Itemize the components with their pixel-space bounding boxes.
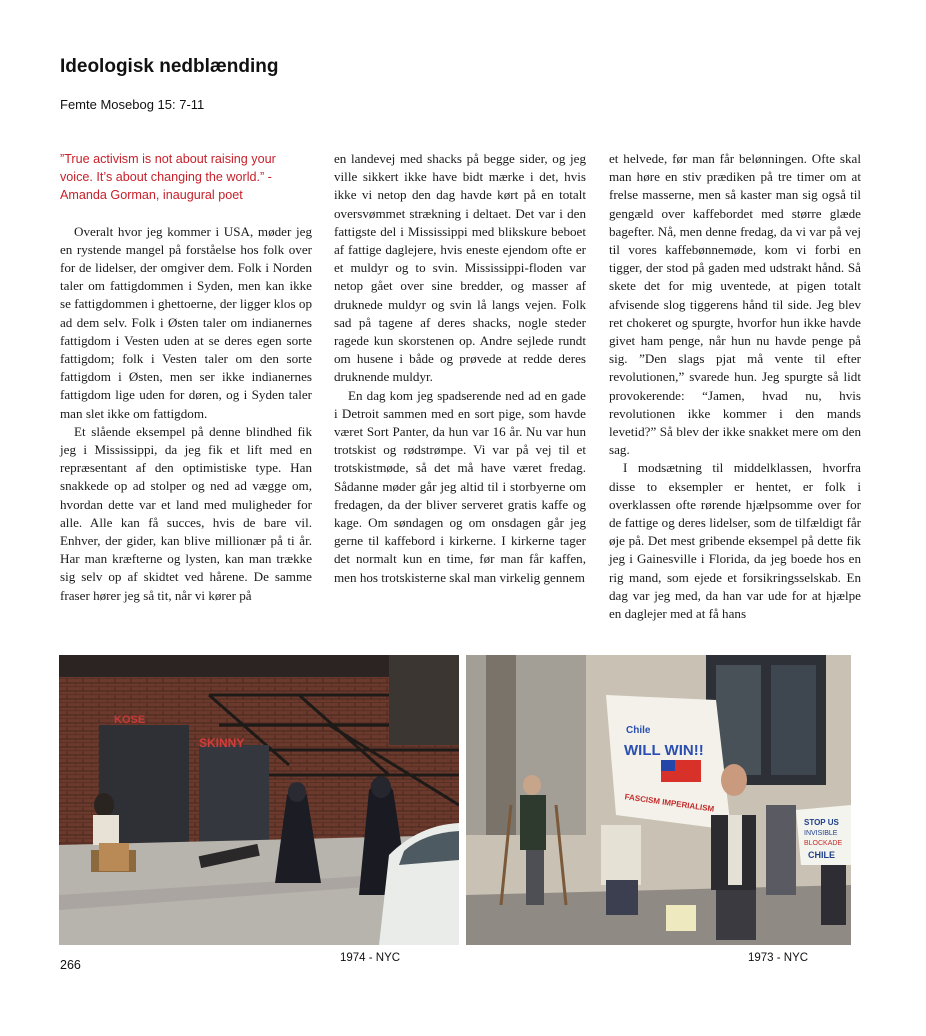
paragraph: Overalt hvor jeg kommer i USA, møder jeg en rystende mangel på forståelse hos folk over for de lidelser, der omgiver dem. Folk i Norden taler om fattigdommen i Syden, men kan ikke se fattigdommen i ghettoerne, der ligger klos op ad dem selv. Folk i Østen taler om indianernes fattigdom i Vesten uden at se deres egen sorte fattigdom; folk i Vesten taler om den sorte fattigdom i Østen, men ser ikke indianernes fattigdom lige uden for døren, og i Syden taler man slet ikke om fattigdom. [60,223,312,421]
photo-demonstration [466,655,851,945]
banner-text: Chile [626,725,651,736]
sign-text: BLOCKADE [804,840,843,847]
banner-text: FASCISM IMPERIALISM [624,792,715,814]
paragraph: En dag kom jeg spadserende ned ad en gade i Detroit sammen med en sort pige, som havde været Sort Panter, da hun var 16 år. Nu var hun trotskist og rødstrømpe. Vi var på vej til et trotskistmøde, så det må have været fredag. Sådanne møder går jeg altid til i storbyerne om fredagen, da der bliver serveret gratis kaffe og kage. Om søndagen og om onsdagen går jeg gerne til kaffebord i kirkerne. I kirkerne tager det normalt kun en time, før man får kaffen, men hos trotskisterne skal man virkelig gennem [334,387,586,585]
sign-text: CHILE [808,850,835,860]
paragraph: I modsætning til middelklassen, hvorfra disse to eksempler er hentet, er folk i overklassen ofte rørende hjælpsomme over for de fattige og deres lidelser, som de tilfældigt får øje på. Det mest gribende eksempel på dette fik jeg i Gainesville i Florida, da jeg boede hos en rig mand, som ejede et forsikringsselskab. En dag var jeg med, da han var ude for at hjælpe en daglejer med at få hans [609,460,861,622]
sign-text: STOP US [804,818,839,827]
article-title: Ideologisk nedblænding [60,56,279,77]
pull-quote: ”True activism is not about raising your voice. It’s about changing the world.” - Amanda Gorman, inaugural poet [60,152,276,203]
sign-text: INVISIBLE [804,830,838,837]
article-subtitle: Femte Mosebog 15: 7-11 [60,97,205,112]
text-column-3 [609,150,861,623]
paragraph: Et slående eksempel på denne blindhed fik jeg i Mississippi, da jeg fik et lift med en repræsentant af den optimistiske type. Han snakkede op ad stolper og ned ad vægge om, hvordan dette var et land med muligheder for alle. Alle kan få succes, hvis de bare vil. Enhver, der gider, kan blive millionær på ti år. Har man kræfterne og lysten, kan man trække sig selv op af skidtet ved hårene. De samme fraser hører jeg så tit, når vi kører på [60,423,312,603]
page-number: 266 [60,958,81,972]
graffiti-text: KOSE [114,714,146,726]
banner-text: WILL WIN!! [624,742,704,759]
text-column-1 [60,150,312,605]
paragraph: en landevej med shacks på begge sider, og jeg ville sikkert ikke have bidt mærke i det, hvis ikke vi netop den dag havde kørt på en totalt oversvømmet strækning i deltaet. Det var i den fattigste del i Mississippi med blikskure beboet af fattige daglejere, hvis eneste ejendom ofte er et muldyr og to svin. Mississippi-floden var netop gået over sine bredder, og masser af druknede muldyr og svin lå langs vejen. Folk sad på tagene af deres shacks, nogle steder ragede kun skorstenen op. Andre sejlede rundt om husene i både og prøvede at redde deres druknende muldyr. [334,151,586,385]
text-column-2 [334,150,586,587]
photo-caption: 1973 - NYC [748,952,809,964]
photo-street-nuns [59,655,459,945]
graffiti-text: SKINNY [199,736,245,750]
photo-caption: 1974 - NYC [340,952,401,964]
paragraph: et helvede, før man får belønningen. Ofte skal man høre en stiv prædiken på tre timer om at frelse masserne, men så kaster man sig også til gengæld over kaffebordet med større glæde bagefter. Nå, men denne fredag, da vi var på vej til vores kaffebønnemøde, kom vi forbi en tigger, der stod på gaden med udstrakt hånd. Så skete det for mig uventede, at pigen totalt afvisende slog tiggerens hånd til side. Jeg blev ret chokeret og spurgte, hvorfor hun ikke havde givet ham penge, når hun nu havde penge på sig. ”Den slags pjat må vente til efter revolutionen,” svarede hun. Jeg spurgte så lidt provokerende: “Jamen, hvad nu, hvis revolutionen ikke kommer i den mands levetid?” Så blev der ikke snakket mere om den sag. [609,151,861,458]
